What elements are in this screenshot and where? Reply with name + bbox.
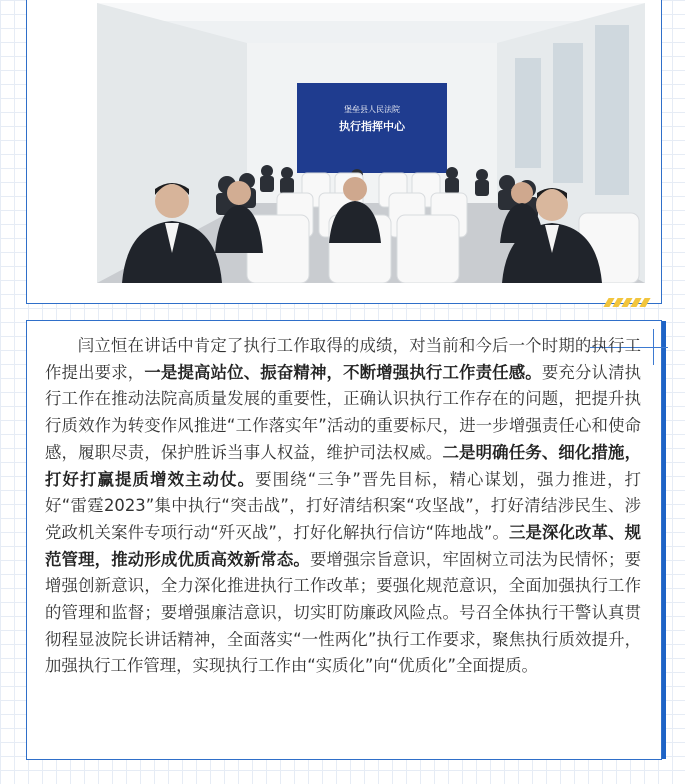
signboard-center-name: 执行指挥中心 xyxy=(339,120,405,133)
decorative-stripes xyxy=(606,298,648,307)
signboard-court-name: 堡垒县人民法院 xyxy=(344,105,400,114)
article-point-one: 一是提高站位、振奋精神，不断增强执行工作责任感。 xyxy=(144,362,542,382)
photo-frame xyxy=(26,0,662,304)
card-accent-bar xyxy=(662,321,666,759)
crosshair-decoration-vertical xyxy=(653,329,654,365)
article-segment-4: 要增强宗旨意识，牢固树立司法为民情怀；要增强创新意识，全力深化推进执行工作改革；要强化规范意识，全面加强执行工作的管理和监督；要增强廉洁意识，切实盯防廉政风险点。号召全体执行干警认真贯彻程显波院长讲话精神，全面落实“一性两化”执行工作要求，聚焦执行质效提升，加强执行工作管理，实现执行工作由“实质化”向“优质化”全面提质。 xyxy=(45,549,642,676)
article-point-two: 二是明确任务、细化措施，打好打赢提质增效主动仗。 xyxy=(45,442,642,489)
meeting-room-illustration xyxy=(97,3,645,283)
article-segment-1: 闫立恒在讲话中肯定了执行工作取得的成绩，对当前和今后一个时期的执行工作提出要求， xyxy=(45,336,641,382)
article-card xyxy=(26,320,662,760)
article-segment-2: 要充分认清执行工作在推动法院高质量发展的重要性，正确认识执行工作存在的问题，把提升执行质效作为转变作风推进“工作落实年”活动的重要标尺，进一步增强责任心和使命感，履职尽责，保护胜诉当事人权益，维护司法权威。 xyxy=(45,362,642,462)
article-point-three: 三是深化改革、规范管理，推动形成优质高效新常态。 xyxy=(45,522,642,569)
meeting-photo xyxy=(97,3,645,283)
article-body xyxy=(45,333,641,680)
article-segment-3: 要围绕“三争”晋先目标，精心谋划，强力推进，打好“雷霆2023”集中执行“突击战”，打好清结积案“攻坚战”，打好清结涉民生、涉党政机关案件专项行动“歼灭战”，打好化解执行信访“阵地战”。 xyxy=(45,469,642,542)
